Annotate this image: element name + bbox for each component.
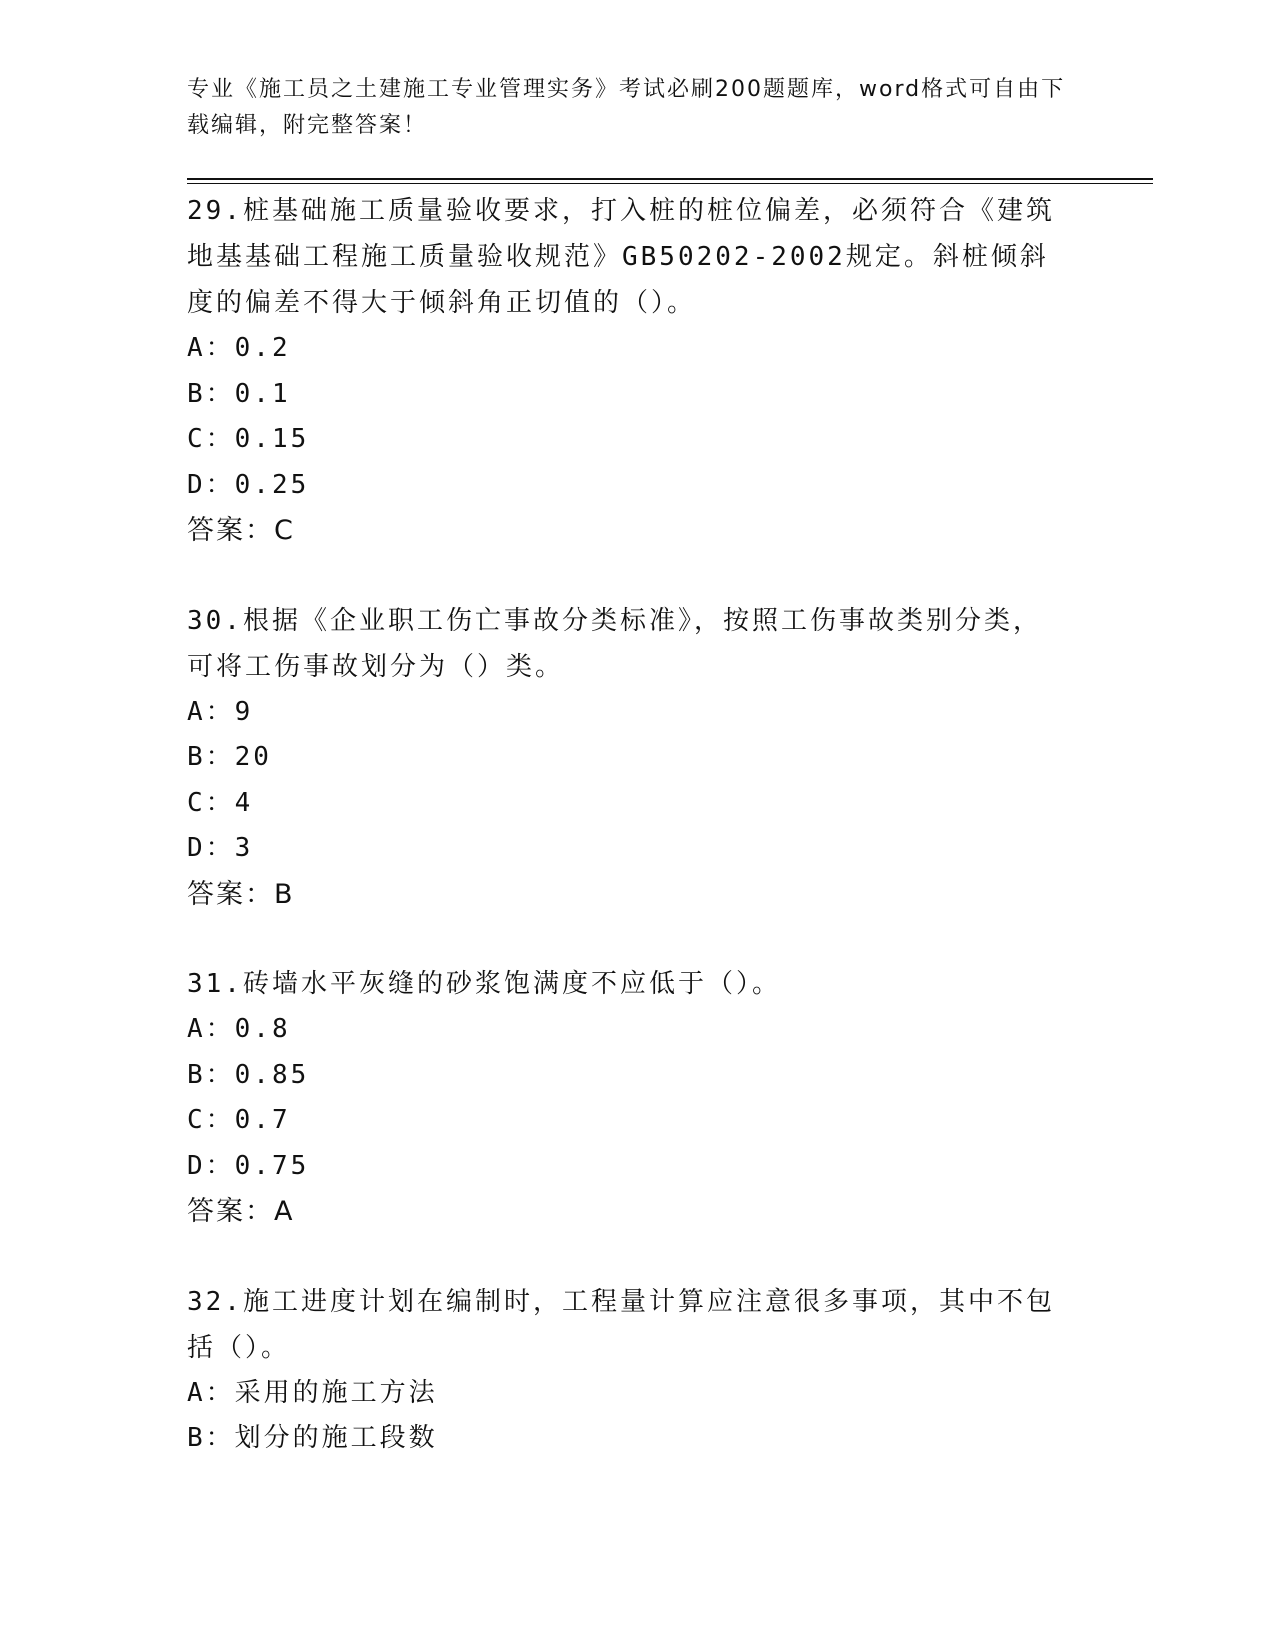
option-a: A：9 [187, 696, 254, 727]
document-header: 专业《施工员之土建施工专业管理实务》考试必刷200题题库，word格式可自由下载编辑，附完整答案！ [187, 77, 1066, 138]
option-a: A：0.2 [187, 333, 291, 363]
answer-label: 答案：A [187, 1196, 295, 1227]
answer-label: 答案：B [187, 878, 295, 910]
option-c: C：0.7 [187, 1105, 291, 1135]
question-stem: 29.桩基础施工质量验收要求，打入桩的桩位偏差，必须符合《建筑地基基础工程施工质量验收规范》GB50202-2002规定。斜桩倾斜度的偏差不得大于倾斜角正切值的（）。 [187, 196, 1055, 318]
question-stem: 32.施工进度计划在编制时，工程量计算应注意很多事项，其中不包括（）。 [187, 1286, 1055, 1363]
question-32 [187, 1279, 1067, 1462]
question-list [187, 188, 1067, 1462]
option-d: D：0.75 [187, 1150, 310, 1181]
option-a: A：0.8 [187, 1014, 291, 1044]
option-b: B：20 [187, 742, 272, 772]
option-d: D：0.25 [187, 469, 310, 500]
question-stem: 31.砖墙水平灰缝的砂浆饱满度不应低于（）。 [187, 969, 781, 999]
option-b: B：划分的施工段数 [187, 1423, 438, 1453]
header-rule-thin [187, 183, 1153, 184]
question-31 [187, 961, 1067, 1235]
option-a: A：采用的施工方法 [187, 1377, 438, 1408]
option-b: B：0.1 [187, 378, 291, 409]
header-rule-thick [187, 178, 1153, 180]
option-c: C：0.15 [187, 424, 310, 454]
answer-label: 答案：C [187, 515, 295, 546]
option-c: C：4 [187, 787, 254, 818]
option-d: D：3 [187, 833, 254, 863]
option-b: B：0.85 [187, 1059, 310, 1090]
question-30 [187, 598, 1067, 918]
question-stem: 30.根据《企业职工伤亡事故分类标准》，按照工伤事故类别分类，可将工伤事故划分为（）类。 [187, 605, 1042, 682]
question-29 [187, 188, 1067, 554]
